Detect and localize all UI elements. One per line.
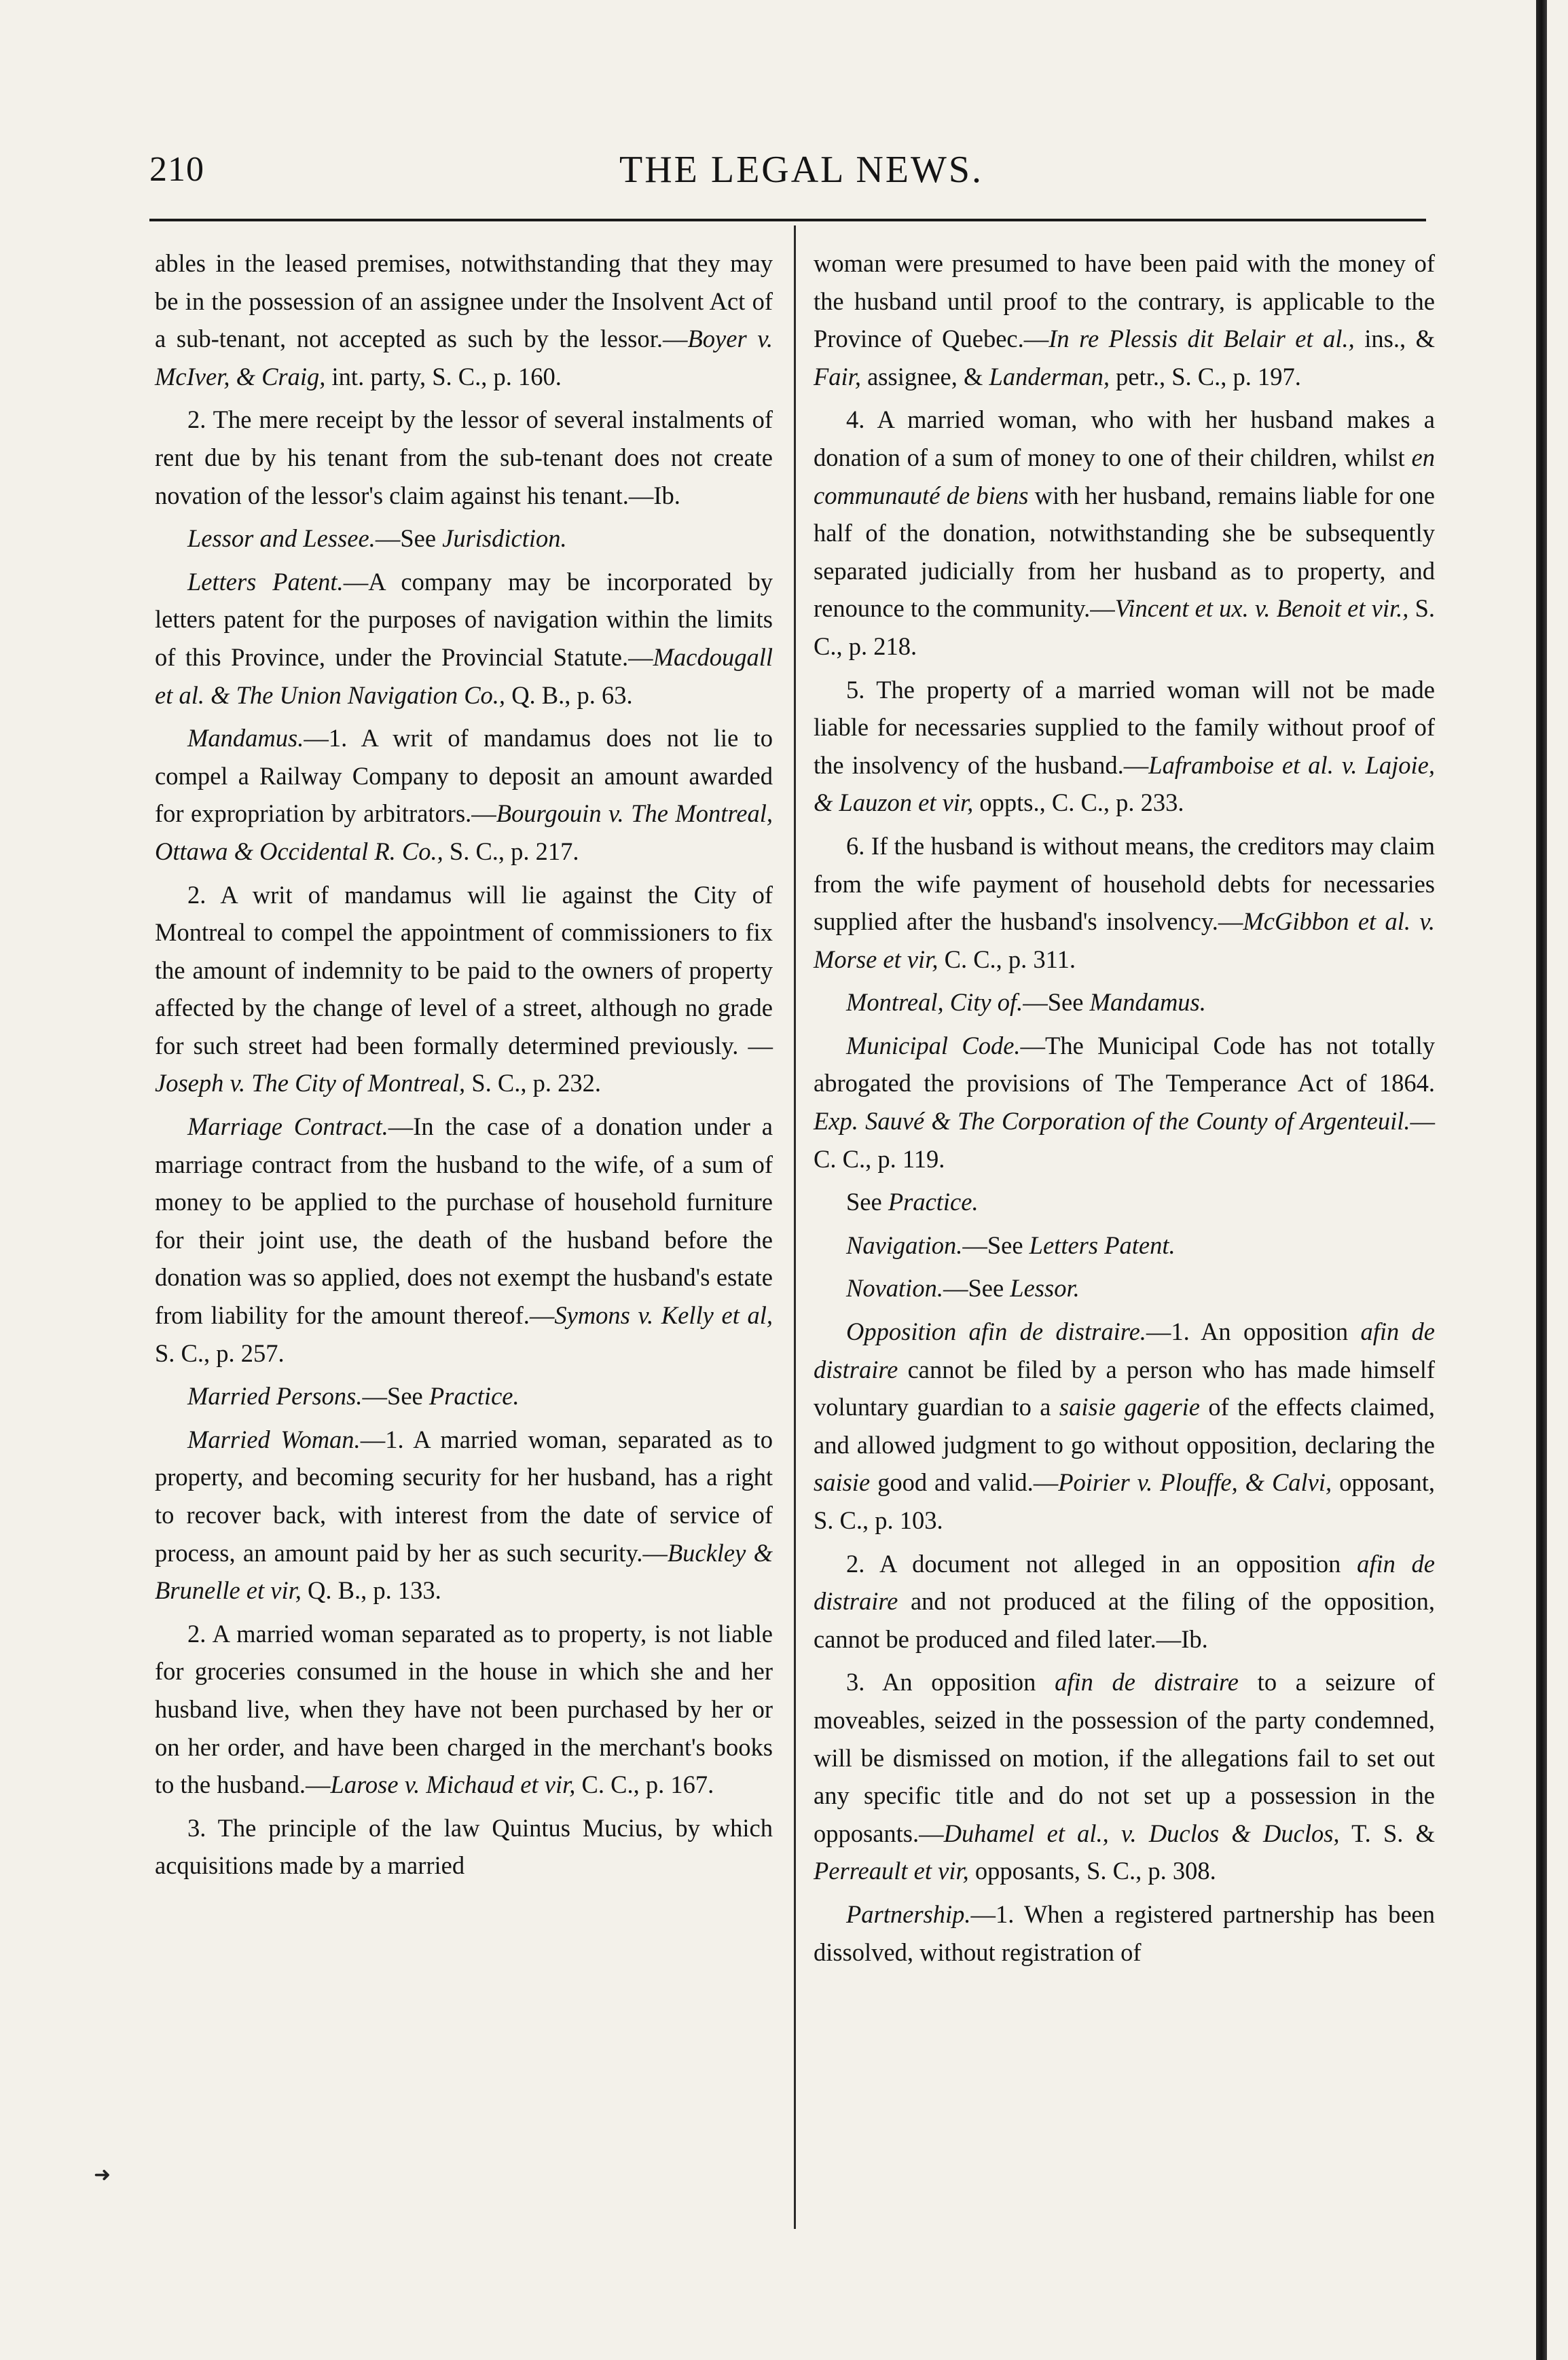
case-citation: saisie: [814, 1468, 871, 1497]
entry-text: —See: [375, 524, 443, 553]
case-citation: afin de distraire: [814, 1549, 1435, 1616]
running-head: THE LEGAL NEWS.: [619, 149, 983, 191]
entry-text: S. C., p. 232.: [465, 1069, 601, 1097]
entry-text: —1. A married woman, separated as to property, and becoming security for her husband, has a right to recover back, with interest from the date of service of process, an amount paid by her as such security.—: [155, 1425, 773, 1567]
header-rule: [149, 219, 1426, 221]
entry-paragraph: [814, 244, 1435, 395]
case-citation: Fair,: [814, 362, 861, 391]
case-citation: afin de distraire: [1055, 1668, 1239, 1696]
case-citation: Practice.: [429, 1382, 519, 1411]
entry-paragraph: [155, 1377, 773, 1415]
entry-text: —1. A writ of mandamus does not lie to compel a Railway Company to deposit an amount awarded for expropriation by arbitrators.—: [155, 724, 773, 828]
case-citation: Joseph v. The City of Montreal,: [155, 1069, 466, 1097]
case-citation: Letters Patent.: [1029, 1231, 1175, 1259]
entry-text: —In the case of a donation under a marriage contract from the husband to the wife, of a sum of money to be applied to the purchase of household furniture for their joint use, the death of the husband before the donation was so applied, does not exempt the husband's estate from liability for the amount thereof.—: [155, 1112, 773, 1330]
entry-text: good and valid.—: [870, 1468, 1059, 1497]
entry-paragraph: [155, 244, 773, 395]
case-citation: Married Persons.: [187, 1382, 363, 1411]
entry-text: opposant, S. C., p. 103.: [814, 1468, 1436, 1534]
entry-paragraph: [155, 563, 773, 714]
entry-text: —1. When a registered partnership has been dissolved, without registration of: [814, 1900, 1435, 1966]
entry-paragraph: [155, 520, 773, 558]
case-citation: Buckley & Brunelle et vir,: [155, 1538, 773, 1605]
case-citation: Bourgouin v. The Montreal, Ottawa & Occidental R. Co.,: [155, 799, 773, 865]
entry-text: 6. If the husband is without means, the creditors may claim from the wife payment of household debts for necessaries supplied after the husband's insolvency.—: [814, 831, 1435, 936]
case-citation: Marriage Contract.: [187, 1112, 388, 1141]
entry-text: 4. A married woman, who with her husband makes a donation of a sum of money to one of their children, whilst: [814, 405, 1435, 471]
entry-paragraph: [155, 719, 773, 870]
case-citation: Laframboise et al. v. Lajoie, & Lauzon et vir,: [814, 750, 1435, 817]
page-number: 210: [149, 150, 204, 189]
entry-paragraph: [814, 827, 1435, 978]
case-citation: Vincent et ux. v. Benoit et vir.,: [1114, 594, 1409, 623]
entry-text: S. C., p. 218.: [814, 594, 1435, 660]
case-citation: Letters Patent.: [187, 567, 344, 596]
case-citation: In re Plessis dit Belair et al.,: [1049, 325, 1355, 353]
entry-paragraph: [814, 1269, 1435, 1307]
entry-paragraph: [155, 401, 773, 514]
entry-text: 3. An opposition: [846, 1668, 1055, 1696]
entry-text: 2. A writ of mandamus will lie against the City of Montreal to compel the appointment of commissioners to fix the amount of indemnity to be paid to the owners of property affected by the change of level of a street, although no grade for such street had been formally determined previously. —: [155, 880, 773, 1059]
entry-text: —1. An opposition: [1146, 1318, 1361, 1346]
entry-text: 3. The principle of the law Quintus Mucius, by which acquisitions made by a married: [155, 1813, 773, 1880]
case-citation: Mandamus.: [187, 724, 304, 752]
case-citation: saisie gagerie: [1059, 1393, 1200, 1421]
entry-text: 2. A document not alleged in an opposition: [846, 1549, 1357, 1578]
page-edge-shadow: [1536, 0, 1547, 2360]
entry-paragraph: [814, 671, 1435, 822]
entry-paragraph: [814, 1313, 1435, 1540]
entry-text: See: [846, 1188, 888, 1216]
entry-text: of the effects claimed, and allowed judgment to go without opposition, declaring the: [814, 1393, 1435, 1459]
case-citation: Macdougall et al. & The Union Navigation Co.,: [155, 642, 773, 709]
entry-text: woman were presumed to have been paid with the money of the husband until proof to the contrary, is applicable to the Province of Quebec.—: [814, 249, 1435, 353]
entry-paragraph: [155, 1421, 773, 1610]
entry-text: oppts., C. C., p. 233.: [973, 788, 1184, 817]
entry-text: —See: [1023, 988, 1090, 1017]
entry-text: —See: [943, 1274, 1010, 1303]
right-column: [814, 244, 1435, 1976]
case-citation: Novation.: [846, 1274, 943, 1303]
entry-paragraph: [814, 983, 1435, 1021]
entry-text: —A company may be incorporated by letters patent for the purposes of navigation within the limits of this Province, under the Provincial Statute.—: [155, 567, 773, 671]
case-citation: Practice.: [888, 1188, 979, 1216]
entry-text: S. C., p. 217.: [443, 837, 579, 865]
entry-paragraph: [814, 1227, 1435, 1265]
case-citation: Landerman,: [989, 362, 1110, 391]
entry-text: Q. B., p. 63.: [505, 680, 633, 709]
case-citation: en communauté de biens: [814, 443, 1435, 509]
entry-paragraph: [814, 1027, 1435, 1178]
entry-text: —See: [362, 1382, 429, 1411]
case-citation: Jurisdiction.: [442, 524, 567, 553]
entry-text: int. party, S. C., p. 160.: [325, 362, 562, 391]
case-citation: Symons v. Kelly et al,: [554, 1301, 773, 1330]
case-citation: Exp. Sauvé & The Corporation of the County of Argenteuil.: [814, 1107, 1410, 1136]
case-citation: Lessor.: [1010, 1274, 1080, 1303]
entry-paragraph: [155, 1108, 773, 1372]
entry-text: S. C., p. 257.: [155, 1339, 285, 1367]
entry-paragraph: [814, 401, 1435, 665]
entry-text: C. C., p. 311.: [938, 945, 1076, 973]
case-citation: Perreault et vir,: [814, 1857, 969, 1885]
case-citation: Mandamus.: [1089, 988, 1206, 1017]
entry-text: Q. B., p. 133.: [301, 1576, 441, 1605]
entry-text: to a seizure of moveables, seized in the possession of the party condemned, will be dismissed on motion, if the allegations fail to set out any specific title and do not set up a possession in the opposants.—: [814, 1668, 1435, 1847]
case-citation: Duhamel et al., v. Duclos & Duclos,: [943, 1819, 1340, 1847]
entry-paragraph: [814, 1545, 1435, 1658]
case-citation: Partnership.: [846, 1900, 971, 1928]
case-citation: Larose v. Michaud et vir,: [330, 1771, 576, 1799]
entry-text: ins., &: [1354, 325, 1435, 353]
left-column: [155, 244, 773, 1890]
entry-text: petr., S. C., p. 197.: [1109, 362, 1301, 391]
entry-paragraph: [814, 1183, 1435, 1221]
entry-text: C. C., p. 167.: [575, 1771, 714, 1799]
entry-text: —See: [962, 1231, 1029, 1259]
entry-text: with her husband, remains liable for one half of the donation, notwithstanding she be subsequently separated judicially from her husband as to property, and renounce to the community.—: [814, 481, 1435, 623]
entry-text: 2. The mere receipt by the lessor of several instalments of rent due by his tenant from the sub-tenant does not create novation of the lessor's claim against his tenant.—Ib.: [155, 405, 773, 509]
entry-paragraph: [155, 1809, 773, 1885]
case-citation: Boyer v. McIver, & Craig,: [155, 325, 773, 391]
page-header: [149, 143, 1453, 197]
case-citation: Opposition afin de distraire.: [846, 1318, 1146, 1346]
case-citation: Poirier v. Plouffe, & Calvi,: [1058, 1468, 1332, 1497]
entry-paragraph: [814, 1663, 1435, 1890]
case-citation: Navigation.: [846, 1231, 963, 1259]
case-citation: Married Woman.: [187, 1425, 361, 1453]
entry-text: T. S. &: [1339, 1819, 1436, 1847]
entry-text: 2. A married woman separated as to property, is not liable for groceries consumed in the house in which she and her husband live, when they have not been purchased by her or on her order, and have been charged in the merchant's books to the husband.—: [155, 1619, 773, 1799]
entry-paragraph: [155, 876, 773, 1103]
entry-paragraph: [155, 1615, 773, 1804]
entry-text: —C. C., p. 119.: [814, 1107, 1435, 1173]
entry-text: ables in the leased premises, notwithstanding that they may be in the possession of an assignee under the Insolvent Act of a sub-tenant, not accepted as such by the lessor.—: [155, 249, 773, 353]
entry-text: assignee, &: [860, 362, 989, 391]
entry-text: and not produced at the filing of the opposition, cannot be produced and filed later.—Ib.: [814, 1587, 1435, 1653]
case-citation: Lessor and Lessee.: [187, 524, 376, 553]
margin-mark: ➜: [94, 2164, 111, 2186]
entry-text: cannot be filed by a person who has made himself voluntary guardian to a: [814, 1355, 1435, 1421]
entry-text: 5. The property of a married woman will not be made liable for necessaries supplied to the family without proof of the insolvency of the husband.—: [814, 675, 1435, 779]
entry-text: —The Municipal Code has not totally abrogated the provisions of The Temperance Act of 1864.: [814, 1031, 1435, 1097]
case-citation: McGibbon et al. v. Morse et vir,: [814, 907, 1435, 973]
case-citation: Montreal, City of.: [846, 988, 1023, 1017]
case-citation: afin de distraire: [814, 1318, 1435, 1383]
entry-paragraph: [814, 1895, 1435, 1971]
column-divider: [794, 225, 796, 2229]
entry-text: opposants, S. C., p. 308.: [968, 1857, 1216, 1885]
case-citation: Municipal Code.: [846, 1031, 1021, 1059]
